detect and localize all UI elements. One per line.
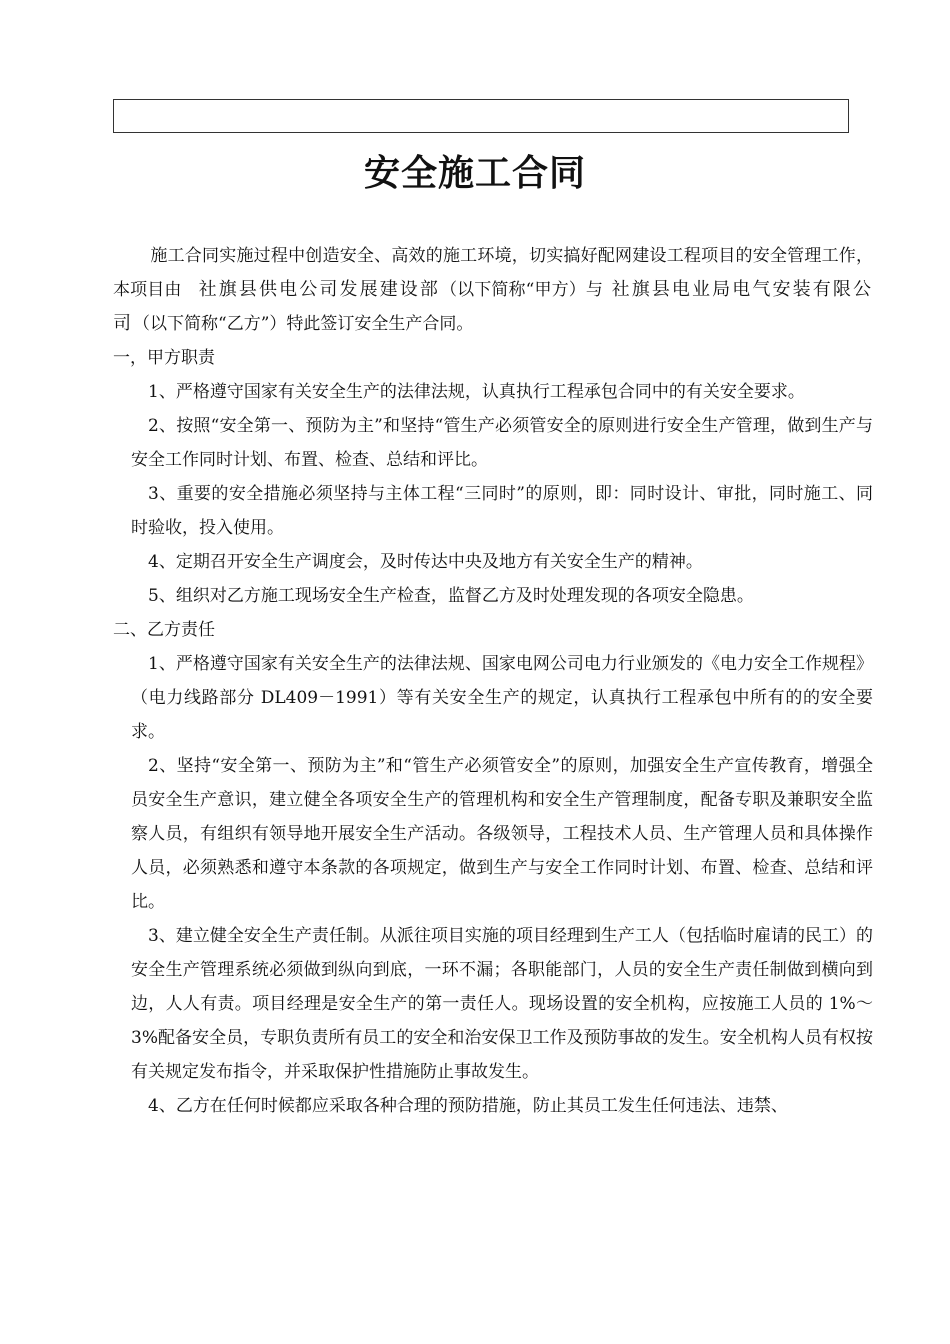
section-1-item-3: 3、重要的安全措施必须坚持与主体工程“三同时”的原则，即：同时设计、审批，同时施工、同时验收，投入使用。 — [131, 484, 873, 538]
section-1-item-2: 2、按照“安全第一、预防为主”和坚持“管生产必须管安全的原则进行安全生产管理，做到生产与安全工作同时计划、布置、检查、总结和评比。 — [131, 416, 873, 470]
section-1-item-1: 1、严格遵守国家有关安全生产的法律法规，认真执行工程承包合同中的有关安全要求。 — [148, 382, 805, 402]
section-2-item-4: 4、乙方在任何时候都应采取各种合理的预防措施，防止其员工发生任何违法、违禁、 — [148, 1096, 788, 1116]
section-1-heading: 一，甲方职责 — [113, 348, 215, 368]
document-title: 安全施工合同 — [363, 152, 586, 194]
section-2-item-2: 2、坚持“安全第一、预防为主”和“管生产必须管安全”的原则，加强安全生产宣传教育，增强全员安全生产意识，建立健全各项安全生产的管理机构和安全生产管理制度，配备专职及兼职安全监察人员，有组织有领导地开展安全生产活动。各级领导，工程技术人员、生产管理人员和具体操作人员，必须熟悉和遵守本条款的各项规定，做到生产与安全工作同时计划、布置、检查、总结和评比。 — [131, 756, 873, 912]
intro-text-2: （以下简称“甲方）与 — [440, 280, 603, 300]
section-2-item-3: 3、建立健全安全生产责任制。从派往项目实施的项目经理到生产工人（包括临时雇请的民工）的安全生产管理系统必须做到纵向到底，一环不漏；各职能部门，人员的安全生产责任制做到横向到边，人人有责。项目经理是安全生产的第一责任人。现场设置的安全机构，应按施工人员的 1%～3%配备安全员，专职负责所有员工的安全和治安保卫工作及预防事故的发生。安全机构人员有权按有关规定发布指令，并采取保护性措施防止事故发生。 — [131, 926, 873, 1082]
party-b-name: 社旗县电业局电气安装有限公司 — [113, 279, 874, 334]
intro-paragraph — [113, 239, 873, 341]
party-a-name: 社旗县供电公司发展建设部 — [198, 279, 441, 300]
section-2-heading: 二、乙方责任 — [113, 620, 215, 640]
intro-text-3: （以下简称“乙方”）特此签订安全生产合同。 — [133, 314, 474, 334]
section-1-item-5: 5、组织对乙方施工现场安全生产检查，监督乙方及时处理发现的各项安全隐患。 — [148, 586, 754, 606]
header-box — [113, 99, 849, 133]
intro-text-1: 施工合同实施过程中创造安全、高效的施工环境，切实搞好配网建设工程项目的安全管理工作，本项目由 — [113, 246, 873, 300]
document-body — [113, 239, 873, 1123]
section-2-item-1: 1、严格遵守国家有关安全生产的法律法规、国家电网公司电力行业颁发的《电力安全工作规程》（电力线路部分 DL409－1991）等有关安全生产的规定，认真执行工程承包中所有的的安全要求。 — [131, 654, 873, 742]
section-1-item-4: 4、定期召开安全生产调度会，及时传达中央及地方有关安全生产的精神。 — [148, 552, 703, 572]
